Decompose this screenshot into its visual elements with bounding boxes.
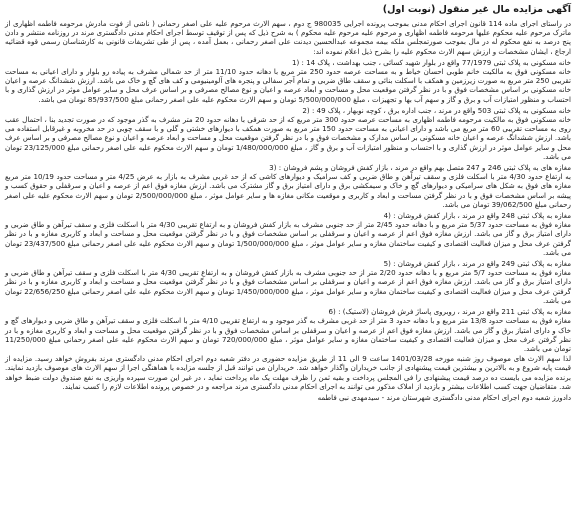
- item-6-heading: مغازه به پلاک ثبتی 211 واقع در مرند ، روبروی پاساژ فرش فروشان (لاستیک) : (6: [328, 307, 571, 317]
- item-1-heading: خانه مسکونی به پلاک ثبتی 77/1979 واقع در بلوار شهید کسائی ، جنب بهداشت ، پلاک 14 : (1: [291, 57, 571, 67]
- item-5-heading: مغازه به پلاک ثبتی 249 واقع در مرند ، بازار کفش فروشان : (5: [383, 259, 571, 269]
- notice-title: آگهی مزایده مال غیر منقول (نوبت اول): [382, 4, 571, 15]
- item-2-heading: خانه مسکونی به پلاک ثبتی 503 واقع در مرند ، جنب اداره برق ، کوچه نوبهار ، پلاک 49 : (2: [302, 105, 571, 115]
- item-4-description: مغازه فوق به مساحت حدود 5/37 متر مربع و با دهانه حدود 2/45 متر از حد جنوبی مشرف به بازار کفش فروشان و به ارتفاع تقریبی 4/30 متر با اسکلت فلزی و سقف تیرآهن و طاق ضربی و دارای امتیاز برق و گاز می باشد. ارزش مغازه فوق اعم از عرصه و اعیان و سرقفلی بر اساس مشخصات فوق و با در نظر گرفتن موقعیت محل و مساحت و ابعاد و کاربری مغازه و با در نظر گرفتن عرف محل و میزان فعالیت اقتصادی و کیفیت ساختمان مغازه و سایر عوامل موثر ، مبلغ 1/500/000/000 تومان و سهم الارث محکوم علیه علی اصغر رحمانی مبلغ 23/437/500 تومان می باشد.: [5, 220, 571, 257]
- notice-intro: در راستای اجرای ماده 114 قانون اجرای احکام مدنی بموجب پرونده اجرایی 980035 ج دوم ، سهم الارث مرحوم علیه علی اصغر رحمانی ( ناشی از فوت مادرش مرحومه فاطمه اظهاری از ماترک مرحوم علیه محکوم علیها مرحومه فاطمه اظهاری و مرحوم علیه مرحوم علیه محکوم ) به شرح ذیل که پس از توقیف توسط اجرای احکام مدنی دادگستری مرند در روزنامه منتشر و دادن پنج درصد به نفع محکوم له در مال بموجب صورتمجلس ملکه بیمه مجموعه عبدالحسین دیدنت علی اصغر رحمانی ، بعمل آمده ، پس از طی تشریفات قانونی به کارشناسان رسمی قوه قضائیه ارجاع ، ایشان مشخصات و ارزش سهم الارث محکوم علیه را بشرح ذیل اعلام نموده اند:: [5, 19, 571, 56]
- item-2-description: خانه مسکونی فوق به مالکیت مرحومه فاطمه اظهاری به مساحت عرصه حدود 300 متر مربع که از حد شرقی با دهانه حدود 20 متر مشرف به گذر موجود که در صورت تجدید بنا ، احتمال عقب روی به مساحت تقریبی 60 متر مربع می باشد و دارای اعیانی به مساحت حدود 150 متر مربع به صورت همکف با دیوارهای خشتی و گلی و با سقف چوبی در حد مخروبه و غیرقابل استفاده می باشد. ارزش ششدانگ عرصه و اعیان خانه مسکونی بر اساس مدارک و مشخصات فوق و با در نظر گرفتن موقعیت محل و مساحت و ابعاد عرصه و اعیان و نوع مصالح مصرفی و بر اساس عرف محل و سایر عوامل موثر در ارزش گذاری و با احتساب و منظور امتیازات آب و برق و گاز ، مبلغ 1/480/000/000 تومان و سهم الارث محکوم علیه علی اصغر رحمانی مبلغ 23/125/000 تومان می باشد.: [5, 115, 571, 161]
- signature-line: دادورز شعبه دوم اجرای احکام مدنی دادگستری شهرستان مرند - سیدمهدی نبی فاطمه: [317, 392, 571, 402]
- item-5-description: مغازه فوق به مساحت حدود 5/7 متر مربع و با دهانه حدود 2/20 متر از حد جنوبی مشرف به بازار کفش فروشان و به ارتفاع تقریبی 4/30 متر با اسکلت فلزی و سقف تیرآهن و طاق ضربی و دارای امتیاز برق و گاز می باشد. ارزش مغازه فوق اعم از عرصه و اعیان و سرقفلی بر اساس مشخصات فوق و با در نظر گرفتن موقعیت محل و مساحت و ابعاد و کاربری مغازه و با در نظر گرفتن عرف محل و میزان فعالیت اقتصادی و کیفیت ساختمان مغازه و سایر عوامل موثر ، مبلغ 1/450/000/000 تومان و سهم الارث محکوم علیه علی اصغر رحمانی مبلغ 22/656/250 تومان می باشد.: [5, 268, 571, 305]
- item-6-description: مغازه فوق به مساحت حدود 13/8 متر مربع و با دهانه حدود 3 متر از حد غربی مشرف به گذر موجود و به ارتفاع تقریبی 4/10 متر با اسکلت فلزی و سقف تیرآهن و طاق ضربی و دیوارهای گچ و خاک و دارای امتیاز برق و گاز می باشد. ارزش مغازه فوق اعم از عرصه و اعیان و سرقفلی بر اساس مشخصات فوق و با در نظر گرفتن موقعیت محل و مساحت و ابعاد و کاربری مغازه و با در نظر گرفتن عرف محل و میزان فعالیت اقتصادی و کیفیت ساختمان مغازه و سایر عوامل موثر ، مبلغ 720/000/000 تومان و سهم الارث محکوم علیه علی اصغر رحمانی مبلغ 11/250/000 تومان می باشد.: [5, 316, 571, 353]
- item-4-heading: مغازه به پلاک ثبتی 248 واقع در مرند ، بازار کفش فروشان : (4: [383, 211, 571, 221]
- item-1-description: خانه مسکونی فوق به مالکیت خانم طوبی احسان خیاط و به مساحت عرصه حدود 250 متر مربع با دهانه حدود 11/10 متر از حد شمالی مشرف به پیاده رو بلوار و دارای اعیانی به مساحت تقریبی 250 متر مربع به صورت زیرزمین و همکف با اسکلت بنائی و سقف طاق ضربی و تمام آجر سفالی و پنجره های آلومینیومی و کف های گچ و خاک می باشد. ارزش ششدانگ عرصه و اعیان خانه مسکونی بر اساس مشخصات فوق و با در نظر گرفتن موقعیت محل و مساحت و ابعاد عرصه و اعیان و نوع مصالح مصرفی و بر اساس عرف محل و سایر عوامل موثر در ارزش گذاری و با احتساب و منظور امتیازات آب و برق و گاز و سهم آب بها و تجهیزات ، مبلغ 5/500/000/000 تومان و سهم الارث محکوم علیه علی اصغر رحمانی مبلغ 85/937/500 تومان می باشد.: [5, 67, 571, 104]
- item-3-description: به ارتفاع حدود 4/30 متر با اسکلت فلزی و سقف تیرآهن و طاق ضربی و کف سرامیک و دیوارهای کاشی که از حد غربی مشرف به بازار به عرض 4/25 متر و مساحت حدود 10/19 متر مربع مغازه های فوق به شکل های سرامیکی و دیوارهای گچ و خاک و سیمکشی برق و دارای امتیاز برق و گاز مشترک می باشد. ارزش مغازه فوق اعم از عرصه و اعیان و سرقفلی و حقوق کسب و پیشه بر اساس مشخصات فوق و با در نظر گرفتن مساحت و ابعاد و کاربری و موقعیت مکانی مغازه ها و سایر عوامل موثر ، مبلغ 2/500/000/000 تومان و سهم الارث محکوم علیه علی اصغر رحمانی مبلغ 39/062/500 تومان می باشد.: [5, 172, 571, 209]
- item-3-heading: مغازه های به پلاک ثبتی 246 و 247 متصل بهم واقع در مرند ، بازار کفش فروشان و پشم فروشان : (3: [269, 163, 571, 173]
- auction-terms: لذا سهم الارث های موصوف روز شنبه مورخه 1401/03/28 ساعت 9 الی 11 از طریق مزایده حضوری در دفتر شعبه دوم اجرای احکام مدنی دادگستری مرند بفروش خواهد رسید. مزایده از قیمت پایه شروع و به بالاترین و بیشترین قیمت پیشنهادی از جانب خریداران واگذار خواهد شد. خریداران می توانند قبل از جلسه مزایده با هماهنگی اجرا از سهم الارث های موصوف بازدید نمایند. برنده مزایده می بایست ده درصد قیمت پیشنهادی را فی المجلس پرداخت و بقیه ثمن را ظرف مهلت یک ماه پرداخت نماید ، در غیر این صورت سپرده واریزی به نفع صندوق دولت ضبط خواهد شد. متقاضیان جهت کسب اطلاعات بیشتر و بازدید از املاک مذکور می توانند به اجرای احکام مدنی دادگستری مرند مراجعه و در خصوص پرونده اطلاعات لازم را کسب نمایند.: [5, 354, 572, 391]
